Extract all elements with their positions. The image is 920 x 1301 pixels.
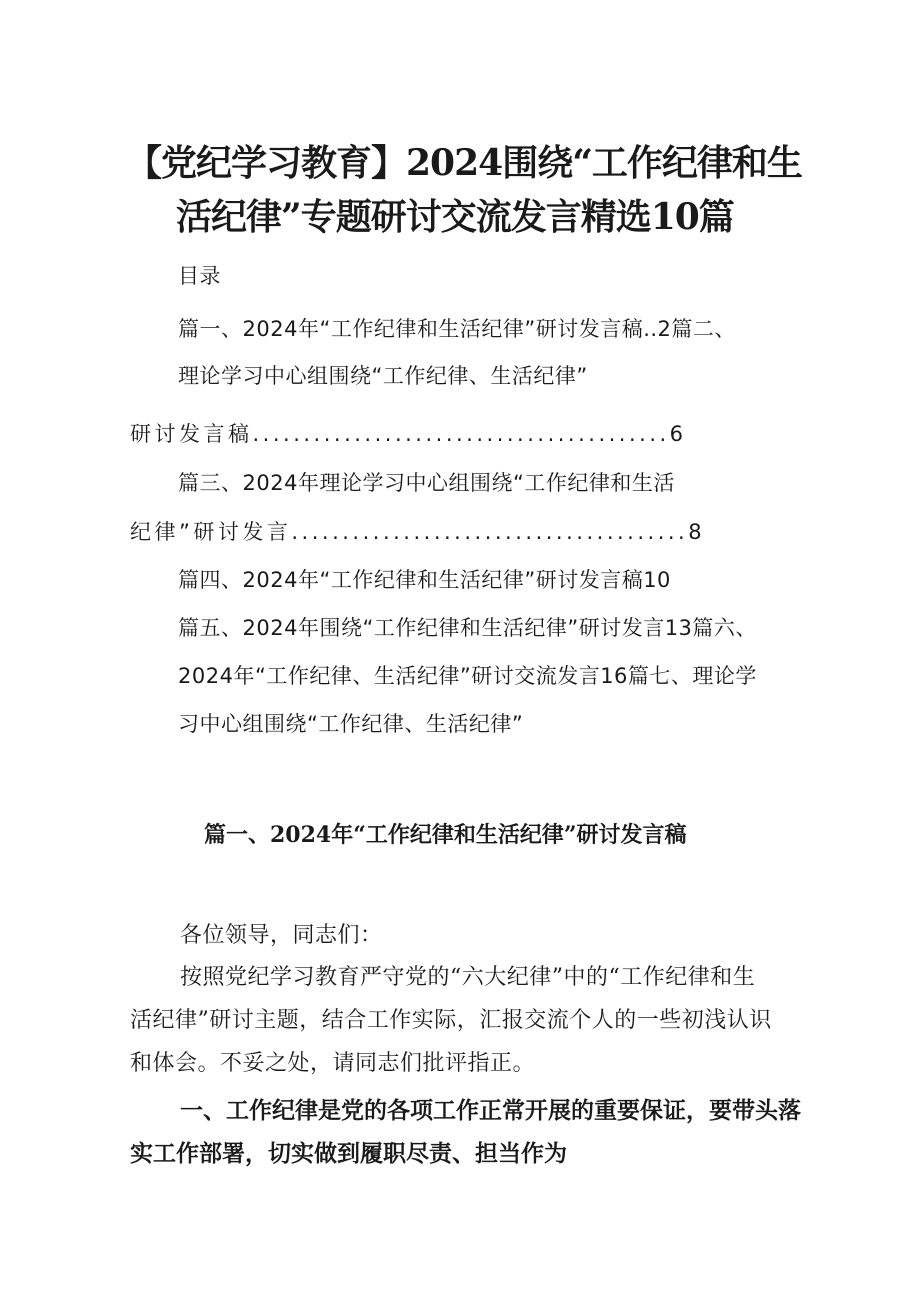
toc-line: 篇四、2024年“工作纪律和生活纪律”研讨发言稿10 (178, 568, 671, 592)
toc-line: 研讨发言稿.........................................6 (130, 422, 687, 446)
toc-line: 篇三、2024年理论学习中心组围绕“工作纪律和生活 (178, 471, 675, 495)
toc-line: 2024年“工作纪律、生活纪律”研讨交流发言16篇七、理论学 (178, 664, 757, 688)
paragraph-line: 按照党纪学习教育严守党的“六大纪律”中的“工作纪律和生 (180, 965, 756, 990)
toc-label: 目录 (178, 264, 221, 288)
toc-line: 习中心组围绕“工作纪律、生活纪律” (178, 712, 524, 736)
toc-line: 纪律”研讨发言.......................................8 (130, 520, 706, 544)
toc-line: 篇五、2024年围绕“工作纪律和生活纪律”研讨发言13篇六、 (178, 616, 757, 640)
doc-title-line-1: 【党纪学习教育】2024围绕“工作纪律和生 (126, 142, 802, 184)
paragraph-line: 活纪律”研讨主题，结合工作实际，汇报交流个人的一些初浅认识 (130, 1008, 772, 1033)
salutation: 各位领导，同志们： (180, 923, 383, 948)
toc-line: 理论学习中心组围绕“工作纪律、生活纪律” (178, 364, 588, 388)
toc-line: 篇一、2024年“工作纪律和生活纪律”研讨发言稿..2篇二、 (178, 317, 736, 341)
bold-subheading-line: 实工作部署，切实做到履职尽责、担当作为 (130, 1141, 567, 1167)
paragraph-line: 和体会。不妥之处，请同志们批评指正。 (130, 1051, 536, 1076)
bold-subheading-line: 一、工作纪律是党的各项工作正常开展的重要保证，要带头落 (180, 1098, 801, 1124)
doc-title-line-2: 活纪律”专题研讨交流发言精选10篇 (176, 196, 734, 238)
section-heading: 篇一、2024年“工作纪律和生活纪律”研讨发言稿 (204, 822, 687, 848)
